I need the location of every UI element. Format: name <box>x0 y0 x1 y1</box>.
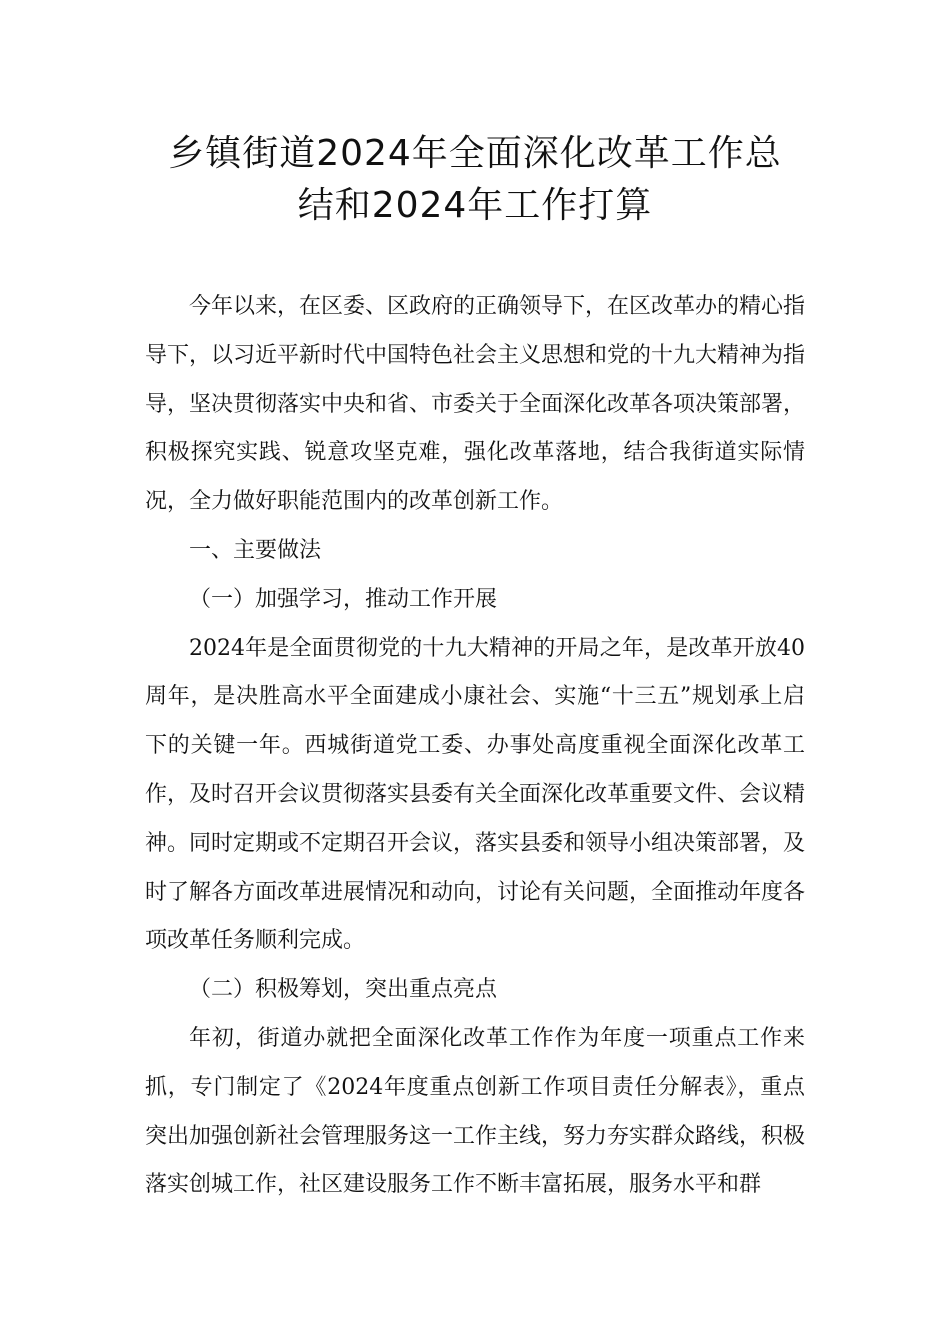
intro-paragraph: 今年以来，在区委、区政府的正确领导下，在区改革办的精心指导下，以习近平新时代中国特色社会主义思想和党的十九大精神为指导，坚决贯彻落实中央和省、市委关于全面深化改革各项决策部署，积极探究实践、锐意攻坚克难，强化改革落地，结合我街道实际情况，全力做好职能范围内的改革创新工作。 <box>145 294 806 515</box>
title-line-1: 乡镇街道2024年全面深化改革工作总 <box>168 133 782 174</box>
document-body <box>145 283 805 1210</box>
subsection-heading-1: （一）加强学习，推动工作开展 <box>189 586 498 612</box>
body-paragraph-2: 年初，街道办就把全面深化改革工作作为年度一项重点工作来抓，专门制定了《2024年度重点创新工作项目责任分解表》，重点突出加强创新社会管理服务这一工作主线，努力夯实群众路线，积极落实创城工作，社区建设服务工作不断丰富拓展，服务水平和群 <box>145 1025 806 1198</box>
body-paragraph-1: 2024年是全面贯彻党的十九大精神的开局之年，是改革开放40周年，是决胜高水平全面建成小康社会、实施“十三五”规划承上启下的关键一年。西城街道党工委、办事处高度重视全面深化改革工作，及时召开会议贯彻落实县委有关全面深化改革重要文件、会议精神。同时定期或不定期召开会议，落实县委和领导小组决策部署，及时了解各方面改革进展情况和动向，讨论有关问题，全面推动年度各项改革任务顺利完成。 <box>145 635 806 954</box>
document-title <box>130 128 820 232</box>
subsection-heading-2: （二）积极筹划，突出重点亮点 <box>189 977 498 1003</box>
section-heading-main-practices: 一、主要做法 <box>189 537 322 563</box>
title-line-2: 结和2024年工作打算 <box>297 185 653 226</box>
